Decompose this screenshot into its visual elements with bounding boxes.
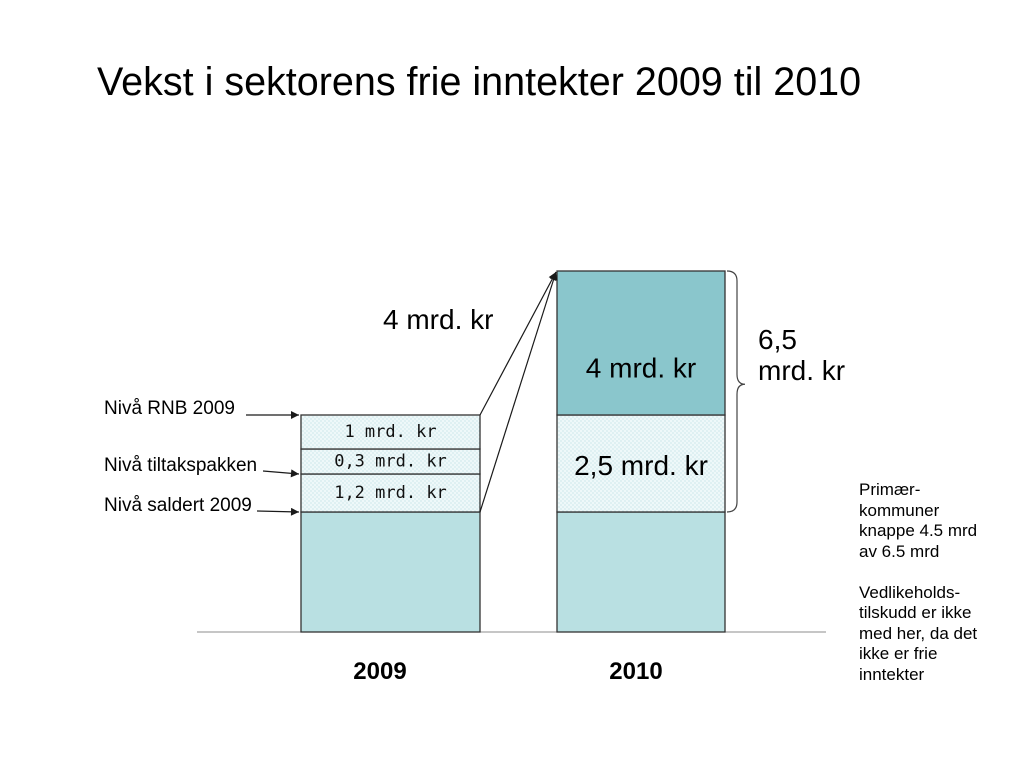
bar-2010-segment-2-label: 4 mrd. kr [585,352,697,384]
category-label-2010: 2010 [609,658,663,685]
level-arrow-1 [263,471,299,474]
bar-2010-segment-0 [557,512,725,632]
brace [727,271,745,512]
bar-2009-segment-3-label: 1 mrd. kr [344,422,437,442]
note-vedlikeholdstilskudd: Vedlikeholds- tilskudd er ikke med her, da det ikke er frie inntekter [859,582,978,684]
brace-label: 6,5 mrd. kr [758,324,846,386]
category-label-2009: 2009 [353,658,407,685]
bar-2010-segment-1-label: 2,5 mrd. kr [574,450,708,481]
bar-2009-segment-0 [301,512,480,632]
level-label-tiltakspakken: Nivå tiltakspakken [104,455,258,476]
level-arrow-2 [257,511,299,512]
side-notes [859,480,977,685]
level-label-saldert-2009: Nivå saldert 2009 [104,495,252,516]
bar-2009-segment-1-label: 1,2 mrd. kr [334,483,447,503]
note-primaerkommuner: Primær- kommuner knappe 4.5 mrd av 6.5 mrd [859,480,978,561]
growth-label: 4 mrd. kr [383,304,494,335]
bar-2009-segment-2-label: 0,3 mrd. kr [334,451,447,472]
chart-title: Vekst i sektorens frie inntekter 2009 til 2010 [97,60,862,104]
bar-2010-segment-2 [557,271,725,415]
level-label-rnb-2009: Nivå RNB 2009 [104,398,235,419]
